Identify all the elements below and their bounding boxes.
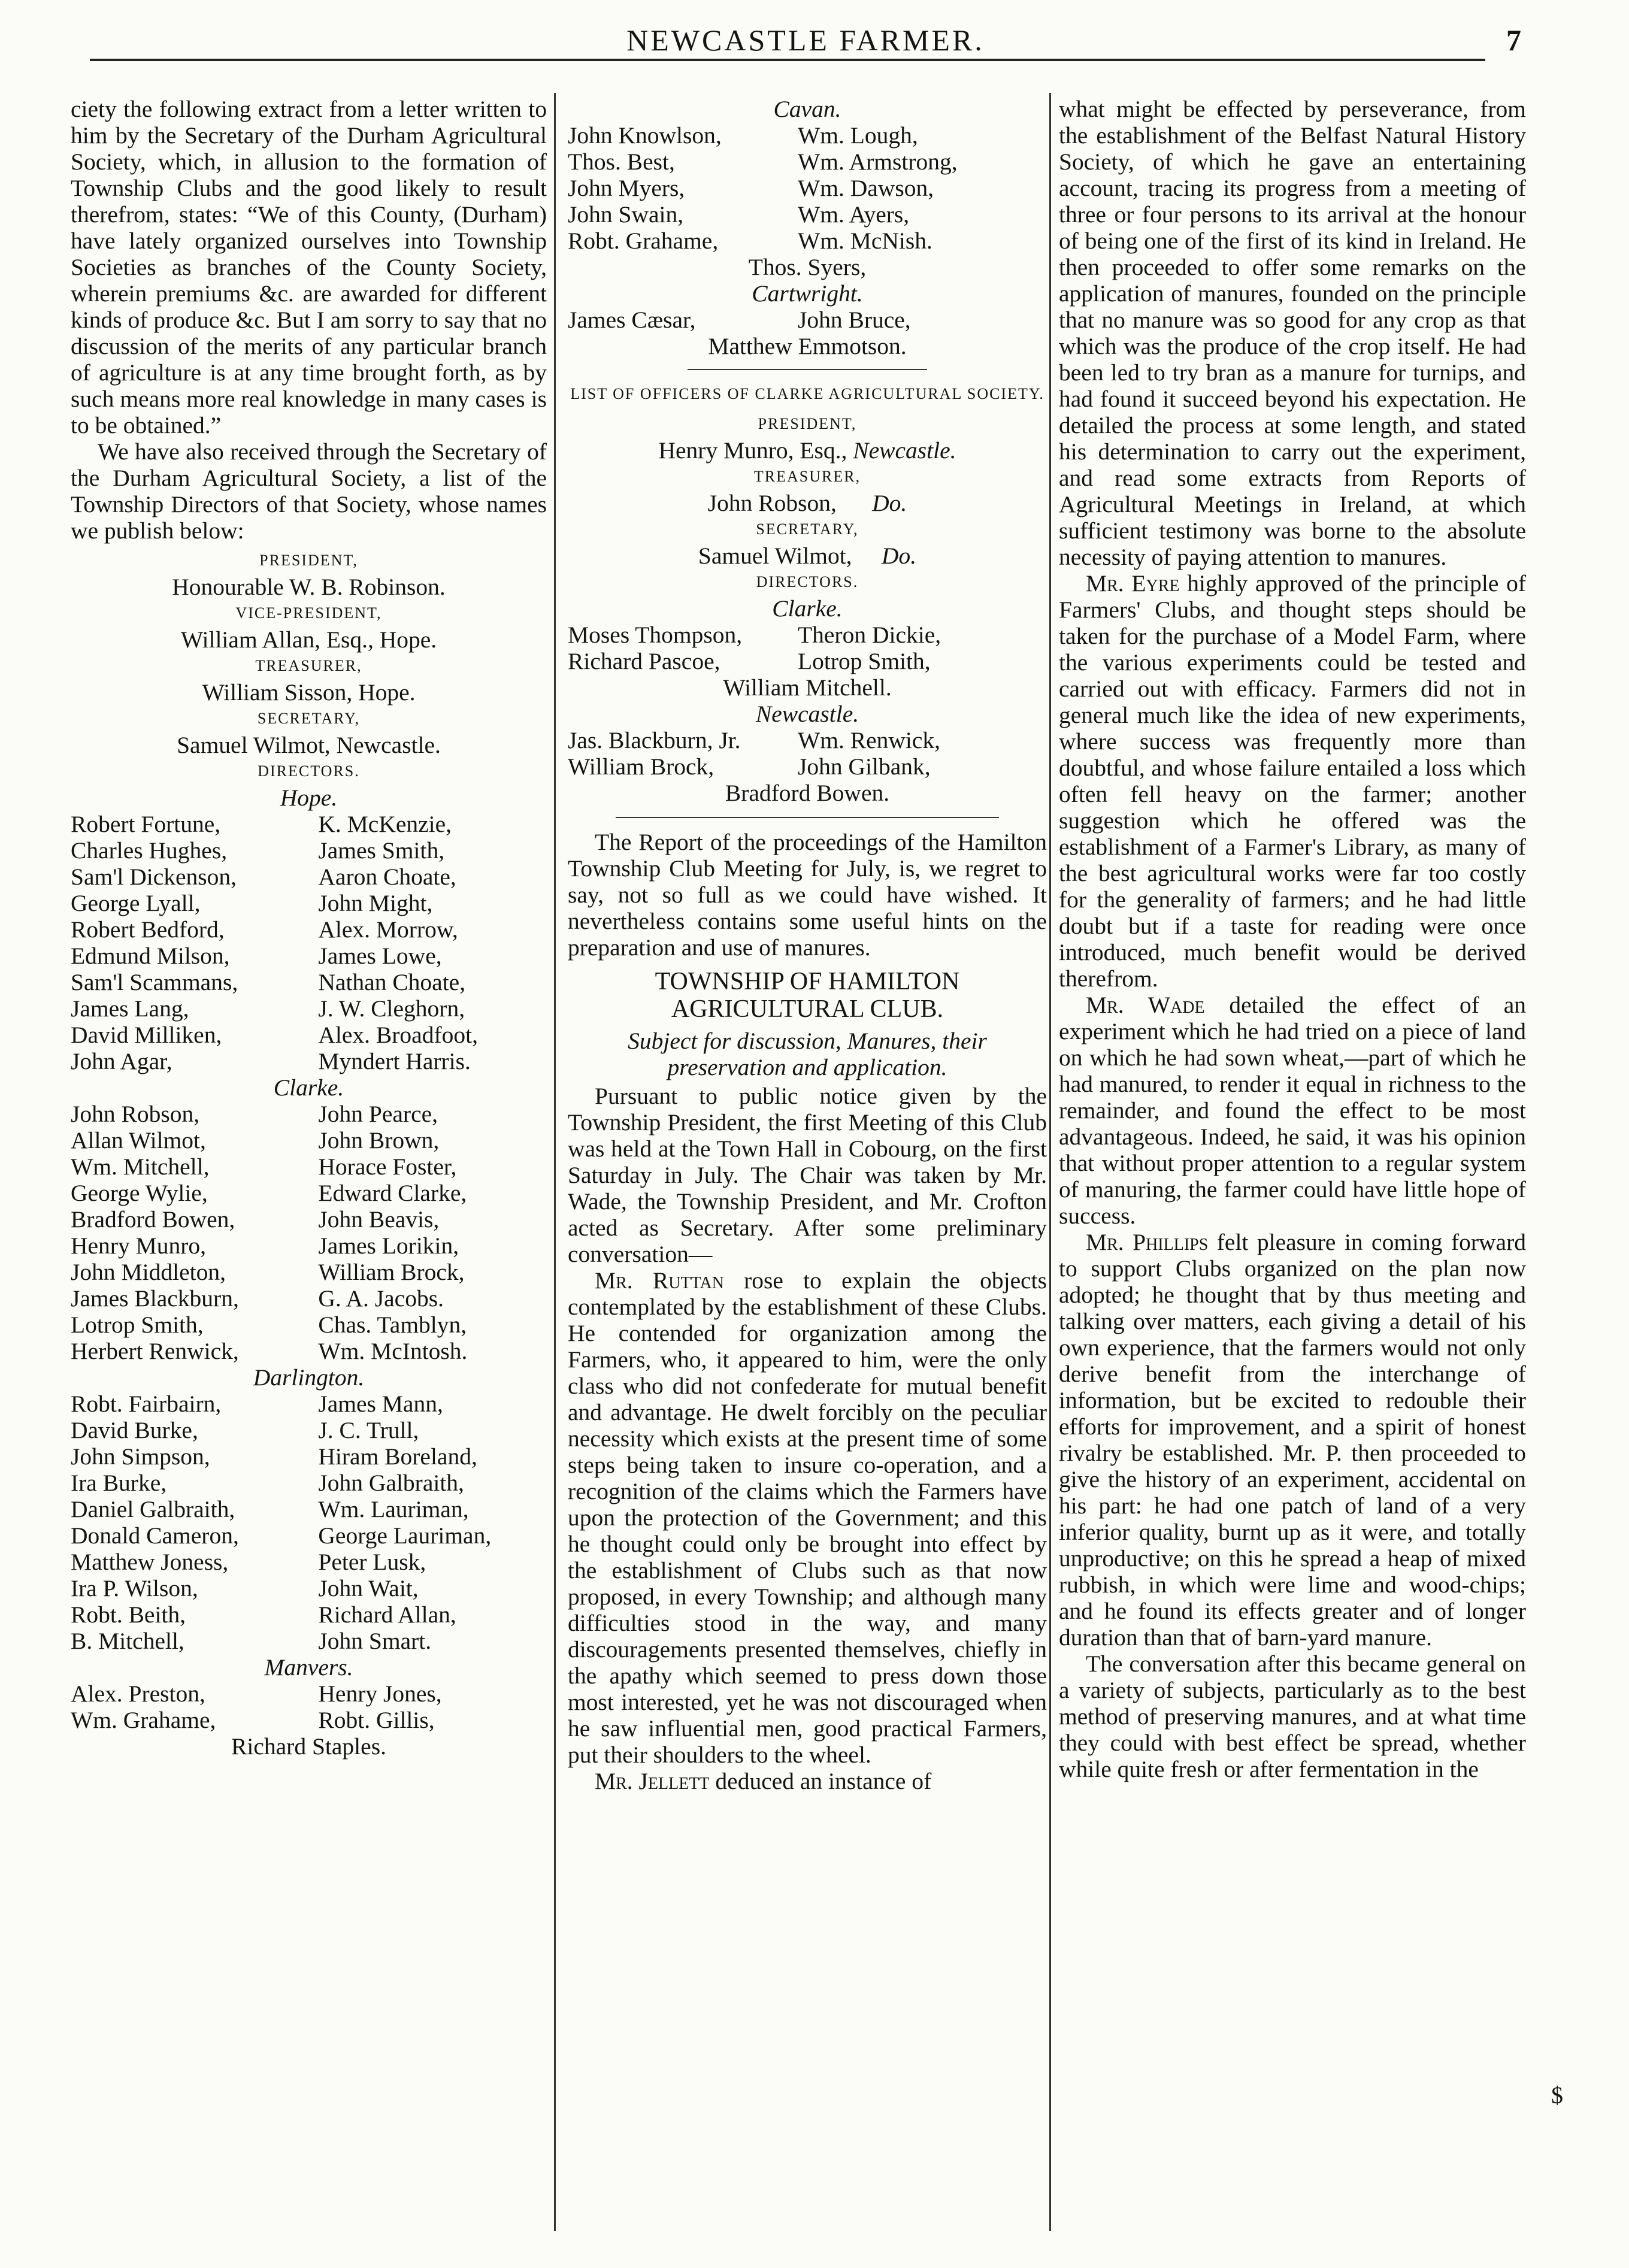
name-list <box>568 727 1047 780</box>
name-entry: Hiram Boreland, <box>318 1443 477 1470</box>
speaker-text: detailed the effect of an experiment which he had tried on a piece of land on which he had sown wheat,—part of which he had manured, to render it equal in richness to the remainder, and found the effect to be most advantageous. Indeed, he said, it was his opinion that without proper attention to a regular system of manuring, the farmer could have little hope of success. <box>1059 992 1526 1229</box>
officer-place: Do. <box>881 543 917 569</box>
officer-name: William Sisson, Hope. <box>202 679 416 705</box>
name-list <box>71 1101 547 1364</box>
name-entry: Richard Allan, <box>318 1601 456 1628</box>
group-title: Cavan. <box>773 96 841 122</box>
group-title: Hope. <box>280 785 338 811</box>
name-entry: Henry Munro, <box>71 1233 206 1259</box>
name-entry: Horace Foster, <box>318 1153 457 1180</box>
name-entry: Matthew Joness, <box>71 1549 229 1575</box>
name-entry: Edmund Milson, <box>71 943 230 969</box>
column-divider <box>1049 93 1051 2231</box>
name-entry: J. C. Trull, <box>318 1417 419 1443</box>
name-entry: John Myers, <box>568 175 685 201</box>
officer-name <box>568 490 1047 516</box>
name-entry: Wm. McIntosh. <box>318 1338 468 1364</box>
name-entry: Robt. Fairbairn, <box>71 1391 222 1417</box>
name-entry: Wm. Dawson, <box>798 175 934 201</box>
name-entry: John Pearce, <box>318 1101 438 1127</box>
name-entry: Herbert Renwick, <box>71 1338 239 1364</box>
name-entry: Wm. Grahame, <box>71 1707 216 1733</box>
column-3 <box>1059 96 1526 1782</box>
office-label: TREASURER, <box>255 657 362 674</box>
speaker-name: Mr. Wade <box>1086 992 1205 1018</box>
office-label: SECRETARY, <box>756 520 859 538</box>
name-entry: Wm. Lough, <box>798 122 918 149</box>
name-entry: Bradford Bowen, <box>71 1206 235 1233</box>
office-label: SECRETARY, <box>257 710 361 727</box>
name-entry: John Beavis, <box>318 1206 440 1233</box>
name-list <box>568 622 1047 674</box>
name-entry: Robert Bedford, <box>71 916 225 943</box>
name-entry: George Wylie, <box>71 1180 208 1206</box>
name-entry: Wm. Renwick, <box>798 727 941 753</box>
name-entry: George Lauriman, <box>318 1522 492 1549</box>
officer-name-text: Samuel Wilmot, <box>698 543 852 569</box>
name-entry: Edward Clarke, <box>318 1180 467 1206</box>
group-title: Darlington. <box>253 1364 365 1391</box>
paragraph <box>568 1768 1047 1794</box>
name-entry: Robert Fortune, <box>71 811 221 837</box>
paragraph: Pursuant to public notice given by the Township President, the first Meeting of this Club was held at the Town Hall in Cobourg, on the first Saturday in July. The Chair was taken by Mr. Wade, the Township President, and Mr. Crofton acted as Secretary. After some preliminary conversation— <box>568 1083 1047 1267</box>
name-entry: John Smart. <box>318 1628 432 1654</box>
name-entry: Chas. Tamblyn, <box>318 1312 467 1338</box>
name-entry: John Middleton, <box>71 1259 226 1285</box>
name-entry: William Brock, <box>568 753 714 780</box>
column-2 <box>568 96 1047 1794</box>
name-list <box>71 811 547 1074</box>
name-entry: Allan Wilmot, <box>71 1127 206 1153</box>
officer-place: Newcastle. <box>853 437 956 464</box>
name-entry: John Simpson, <box>71 1443 210 1470</box>
page-number: 7 <box>1506 23 1521 57</box>
divider <box>616 817 999 818</box>
name-entry: John Galbraith, <box>318 1470 464 1496</box>
name-entry: William Brock, <box>318 1259 465 1285</box>
name-entry: James Blackburn, <box>71 1285 239 1312</box>
name-entry: Wm. Ayers, <box>798 201 910 228</box>
name-entry: John Might, <box>318 890 433 916</box>
office-label: VICE-PRESIDENT, <box>235 604 382 622</box>
name-entry: Richard Pascoe, <box>568 648 720 674</box>
name-entry: Sam'l Scammans, <box>71 969 238 995</box>
name-entry: James Lorikin, <box>318 1233 459 1259</box>
name-entry: John Wait, <box>318 1575 419 1601</box>
section-heading: LIST OF OFFICERS OF CLARKE AGRICULTURAL SOCIETY. <box>570 385 1044 402</box>
name-entry: Charles Hughes, <box>71 837 228 864</box>
speaker-text: felt pleasure in coming forward to support Clubs organized on the plan now adopted; he thought that by thus meeting and talking over matters, each giving a detail of his own experience, that the farmers would not only derive benefit from the interchange of information, but be excited to redouble their efforts for improvement, and a spirit of honest rivalry be established. Mr. P. then proceeded to give the history of an experiment, accidental on his part: he had one patch of land of a very inferior quality, burnt up as it were, and totally unproductive; on this he spread a heap of mixed rubbish, in which were lime and wood-chips; and he found its effects greater and of longer duration than that of barn-yard manure. <box>1059 1229 1526 1651</box>
name-entry: David Burke, <box>71 1417 198 1443</box>
group-title: Newcastle. <box>755 701 859 727</box>
officer-name-text: John Robson, <box>707 490 837 516</box>
name-entry: Moses Thompson, <box>568 622 743 648</box>
name-entry: Bradford Bowen. <box>725 780 890 806</box>
speaker-text: highly approved of the principle of Farmers' Clubs, and thought steps should be taken for the purchase of a Model Farm, where the various experiments could be tested and carried out with efficacy. Farmers did not in general much like the idea of new experiments, where success was frequently more than doubtful, and whose failure entailed a loss which often fell heavy on the farmer; another suggestion which he offered was the establishment of a Farmer's Library, as many of the best agricultural works were far too costly for the generality of farmers; and he had little doubt but if a taste for reading were once introduced, much benefit would be derived therefrom. <box>1059 570 1526 992</box>
name-entry: Sam'l Dickenson, <box>71 864 237 890</box>
name-entry: Ira P. Wilson, <box>71 1575 198 1601</box>
name-entry: Lotrop Smith, <box>798 648 931 674</box>
director-groups <box>71 785 547 1760</box>
name-entry: Wm. McNish. <box>798 228 932 254</box>
group-title: Clarke. <box>772 595 843 622</box>
name-entry: Theron Dickie, <box>798 622 941 648</box>
paragraph <box>568 1267 1047 1768</box>
office-label: PRESIDENT, <box>758 415 857 432</box>
name-entry: Robt. Beith, <box>71 1601 186 1628</box>
name-entry: Thos. Syers, <box>748 254 867 280</box>
group-title: Manvers. <box>264 1654 353 1680</box>
name-entry: George Lyall, <box>71 890 201 916</box>
paragraph: ciety the following extract from a letter written to him by the Secretary of the Durham Agricultural Society, which, in allusion to the formation of Township Clubs and the good likely to result therefrom, states: “We of this County, (Durham) have lately organized ourselves into Township Societies as branches of the County Society, wherein premiums &c. are awarded for different kinds of produce &c. But I am sorry to say that no discussion of the merits of any particular branch of agriculture is at any time brought forth, as by such means more real knowledge in many cases is to be obtained.” <box>71 96 547 438</box>
paragraph: We have also received through the Secretary of the Durham Agricultural Society, a list of the Township Directors of that Society, whose names we publish below: <box>71 438 547 544</box>
group-title: Clarke. <box>273 1074 344 1101</box>
name-entry: John Knowlson, <box>568 122 722 149</box>
name-entry: Wm. Armstrong, <box>798 149 958 175</box>
speaker-name: Mr. Jellett <box>595 1768 710 1794</box>
officer-name: Samuel Wilmot, Newcastle. <box>177 732 441 758</box>
name-entry: K. McKenzie, <box>318 811 452 837</box>
paragraph <box>1059 570 1526 992</box>
name-entry: Aaron Choate, <box>318 864 456 890</box>
speaker-text: rose to explain the objects contemplated by the establishment of these Clubs. He contended for organization among the Farmers, who, it appeared to him, were the only class who did not confederate for mutual benefit and advantage. He dwelt forcibly on the peculiar necessity which exists at the present time of some steps being taken to insure co-operation, and a recognition of the claims which the Farmers have upon the protection of the Government; and this he thought could only be brought into effect by the establishment of Clubs such as that now proposed, in every Township; and although many difficulties stood in the way, and many discouragements presented themselves, chiefly in the apathy which seemed to press down those most interested, yet he was not discouraged when he saw influential men, good practical Farmers, put their shoulders to the wheel. <box>568 1267 1047 1768</box>
column-divider <box>554 93 556 2231</box>
speaker-text: deduced an instance of <box>715 1768 932 1794</box>
name-entry: John Robson, <box>71 1101 200 1127</box>
margin-mark: $ <box>1551 2082 1563 2109</box>
officer-name <box>568 543 1047 569</box>
paragraph: The Report of the proceedings of the Hamilton Township Club Meeting for July, is, we regret to say, not so full as we could have wished. It nevertheless contains some useful hints on the preparation and use of manures. <box>568 829 1047 961</box>
paragraph: what might be effected by perseverance, from the establishment of the Belfast Natural History Society, of which he gave an entertaining account, tracing its progress from a meeting of three or four persons to its arrival at the honour of being one of the first of its kind in Ireland. He then proceeded to offer some remarks on the application of manures, founded on the principle that no manure was so good for any crop as that which was the produce of the crop itself. He had been led to try bran as a manure for turnips, and had found it succeed beyond his expectation. He detailed the process at some length, and stated his determination to carry out the experiment, and read some extracts from Reports of Agricultural Meetings in Ireland, at which sufficient testimony was borne to the absolute necessity of paying attention to manures. <box>1059 96 1526 570</box>
officer-place: Do. <box>872 490 907 516</box>
name-entry: Donald Cameron, <box>71 1522 239 1549</box>
name-entry: Alex. Broadfoot, <box>318 1022 478 1048</box>
paragraph <box>1059 1229 1526 1651</box>
name-entry: Lotrop Smith, <box>71 1312 204 1338</box>
group-title: Cartwright. <box>752 280 863 307</box>
office-label: DIRECTORS. <box>258 762 360 780</box>
name-entry: B. Mitchell, <box>71 1628 184 1654</box>
name-entry: Ira Burke, <box>71 1470 167 1496</box>
name-entry: James Lowe, <box>318 943 442 969</box>
name-list <box>568 307 1047 333</box>
name-entry: James Lang, <box>71 995 189 1022</box>
name-entry: James Cæsar, <box>568 307 696 333</box>
article-headline: TOWNSHIP OF HAMILTON AGRICULTURAL CLUB. <box>655 968 960 1023</box>
name-list <box>71 1391 547 1654</box>
name-entry: John Brown, <box>318 1127 440 1153</box>
name-entry: William Mitchell. <box>723 674 892 701</box>
office-label: DIRECTORS. <box>756 573 859 591</box>
paragraph: The conversation after this became general on a variety of subjects, particularly as to the best method of preserving manures, and at what time they could with best effect be spread, whether while quite fresh or after fermentation in the <box>1059 1651 1526 1782</box>
name-entry: John Agar, <box>71 1048 172 1074</box>
name-list <box>71 1680 547 1733</box>
name-entry: Daniel Galbraith, <box>71 1496 235 1522</box>
name-entry: Richard Staples. <box>231 1733 386 1760</box>
name-entry: Thos. Best, <box>568 149 675 175</box>
office-label: TREASURER, <box>753 468 861 485</box>
officer-name: Honourable W. B. Robinson. <box>172 574 446 600</box>
name-entry: Robt. Grahame, <box>568 228 719 254</box>
name-entry: G. A. Jacobs. <box>318 1285 444 1312</box>
name-entry: John Swain, <box>568 201 684 228</box>
name-entry: James Mann, <box>318 1391 443 1417</box>
name-entry: David Milliken, <box>71 1022 222 1048</box>
name-entry: Matthew Emmotson. <box>708 333 907 359</box>
masthead-title: NEWCASTLE FARMER. <box>626 23 985 57</box>
officer-name-text: Henry Munro, Esq., <box>658 437 847 464</box>
speaker-name: Mr. Eyre <box>1086 570 1180 596</box>
page-header <box>90 23 1521 65</box>
divider <box>688 369 927 370</box>
name-entry: Wm. Lauriman, <box>318 1496 469 1522</box>
speaker-name: Mr. Ruttan <box>595 1267 724 1294</box>
officer-name <box>568 437 1047 464</box>
name-entry: Nathan Choate, <box>318 969 466 995</box>
paragraph <box>1059 992 1526 1229</box>
office-label: PRESIDENT, <box>259 552 358 569</box>
name-entry: Robt. Gillis, <box>318 1707 435 1733</box>
name-entry: Alex. Preston, <box>71 1680 205 1707</box>
header-rule <box>90 59 1485 61</box>
name-entry: Jas. Blackburn, Jr. <box>568 727 741 753</box>
article-subject: Subject for discussion, Manures, their preservation and application. <box>628 1028 987 1080</box>
name-entry: Henry Jones, <box>318 1680 442 1707</box>
name-entry: Alex. Morrow, <box>318 916 458 943</box>
name-entry: John Bruce, <box>798 307 911 333</box>
officer-name: William Allan, Esq., Hope. <box>180 626 437 653</box>
speaker-name: Mr. Phillips <box>1086 1229 1209 1255</box>
name-entry: John Gilbank, <box>798 753 931 780</box>
name-entry: J. W. Cleghorn, <box>318 995 465 1022</box>
column-1 <box>71 96 547 1760</box>
name-entry: Myndert Harris. <box>318 1048 471 1074</box>
name-entry: Peter Lusk, <box>318 1549 426 1575</box>
name-list <box>568 122 1047 254</box>
name-entry: Wm. Mitchell, <box>71 1153 210 1180</box>
name-entry: James Smith, <box>318 837 445 864</box>
